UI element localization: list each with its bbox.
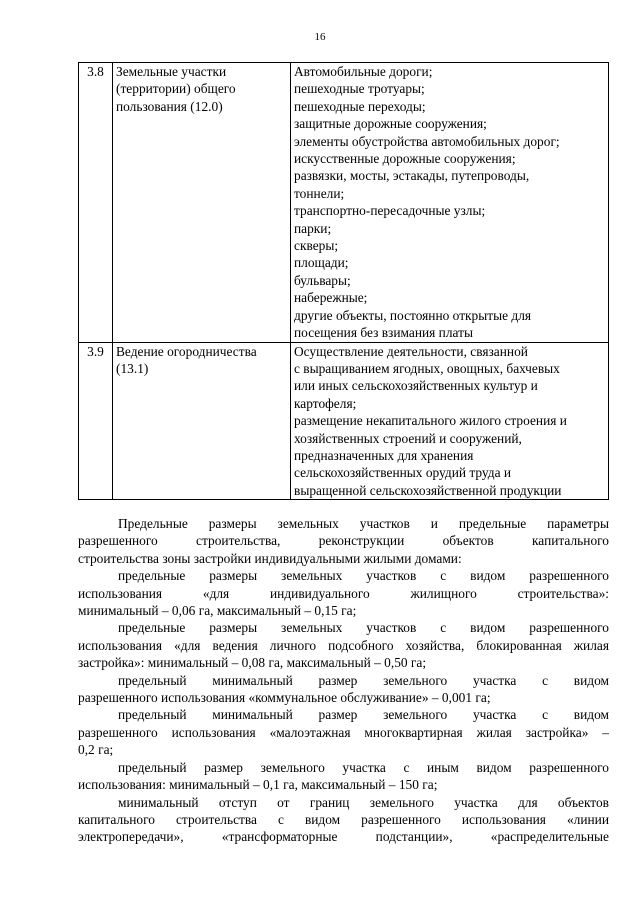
paragraph	[78, 672, 609, 707]
text-line: использования «для индивидуального жилищного строительства»:	[78, 585, 609, 601]
table-row	[79, 342, 609, 500]
row-description	[291, 63, 609, 343]
row-description	[291, 342, 609, 500]
text-line: предельный минимальный размер земельного участка с видом	[118, 707, 609, 723]
desc-line: защитные дорожные сооружения;	[294, 116, 487, 132]
text-line: минимальный – 0,06 га, максимальный – 0,15 га;	[78, 603, 357, 619]
text-line: предельные размеры земельных участков с видом разрешенного	[118, 568, 609, 584]
zoning-table	[78, 62, 609, 500]
row-number: 3.9	[79, 342, 113, 500]
page-number: 16	[314, 31, 326, 43]
text-line: разрешенного использования «малоэтажная многоквартирная жилая застройка» –	[78, 724, 609, 740]
text-line: разрешенного использования «коммунальное обслуживание» – 0,001 га;	[78, 690, 491, 706]
text-line: минимальный отступ от границ земельного участка для объектов	[118, 794, 609, 810]
desc-line: или иных сельскохозяйственных культур и	[294, 378, 538, 394]
desc-line: посещения без взимания платы	[294, 325, 473, 341]
text-line: электропередачи», «трансформаторные подстанции», «распределительные	[78, 829, 609, 845]
text-line: разрешенного строительства, реконструкции объектов капитального	[78, 533, 609, 549]
paragraph	[78, 759, 609, 794]
paragraph	[78, 515, 609, 567]
text-line: предельные размеры земельных участков с видом разрешенного	[118, 620, 609, 636]
text-line: строительства зоны застройки индивидуальными жилыми домами:	[78, 550, 462, 566]
desc-line: транспортно-пересадочные узлы;	[294, 203, 486, 219]
desc-line: бульвары;	[294, 272, 351, 288]
paragraph	[78, 567, 609, 619]
name-line: Ведение огородничества	[116, 343, 257, 359]
name-line: Земельные участки	[116, 64, 227, 79]
paragraph	[78, 706, 609, 758]
desc-line: сельскохозяйственных орудий труда и	[294, 465, 512, 481]
desc-line: Автомобильные дороги;	[294, 64, 433, 79]
text-line: застройка»: минимальный – 0,08 га, максимальный – 0,50 га;	[78, 655, 427, 671]
desc-line: размещение некапитального жилого строения и	[294, 413, 567, 429]
desc-line: предназначенных для хранения	[294, 447, 474, 463]
text-line: Предельные размеры земельных участков и предельные параметры	[118, 516, 609, 531]
text-line: использования «для ведения личного подсобного хозяйства, блокированная жилая	[78, 637, 609, 653]
body-text	[78, 515, 609, 846]
text-line: капитального строительства с видом разрешенного использования «линии	[78, 811, 609, 827]
desc-line: пешеходные тротуары;	[294, 81, 425, 97]
desc-line: искусственные дорожные сооружения;	[294, 151, 516, 167]
desc-line: тоннели;	[294, 185, 345, 201]
desc-line: скверы;	[294, 238, 339, 254]
desc-line: картофеля;	[294, 395, 357, 411]
row-name	[113, 342, 291, 500]
desc-line: площади;	[294, 255, 349, 271]
desc-line: парки;	[294, 220, 332, 236]
row-name	[113, 63, 291, 343]
name-line: (территории) общего	[116, 81, 236, 97]
desc-line: пешеходные переходы;	[294, 98, 426, 114]
desc-line: другие объекты, постоянно открытые для	[294, 307, 532, 323]
table-row	[79, 63, 609, 343]
text-line: 0,2 га;	[78, 742, 114, 758]
text-line: предельный минимальный размер земельного участка с видом	[118, 672, 609, 688]
desc-line: выращенной сельскохозяйственной продукции	[294, 482, 562, 498]
desc-line: развязки, мосты, эстакады, путепроводы,	[294, 168, 530, 184]
desc-line: хозяйственных строений и сооружений,	[294, 430, 522, 446]
row-number: 3.8	[79, 63, 113, 343]
desc-line: Осуществление деятельности, связанной	[294, 343, 528, 359]
desc-line: набережные;	[294, 290, 368, 306]
desc-line: с выращиванием ягодных, овощных, бахчевых	[294, 360, 560, 376]
desc-line: элементы обустройства автомобильных дорог;	[294, 133, 560, 149]
text-line: использования: минимальный – 0,1 га, максимальный – 150 га;	[78, 777, 438, 793]
name-line: пользования (12.0)	[116, 98, 223, 114]
text-line: предельный размер земельного участка с иным видом разрешенного	[118, 759, 609, 775]
name-line: (13.1)	[116, 360, 149, 376]
paragraph	[78, 794, 609, 846]
paragraph	[78, 619, 609, 671]
